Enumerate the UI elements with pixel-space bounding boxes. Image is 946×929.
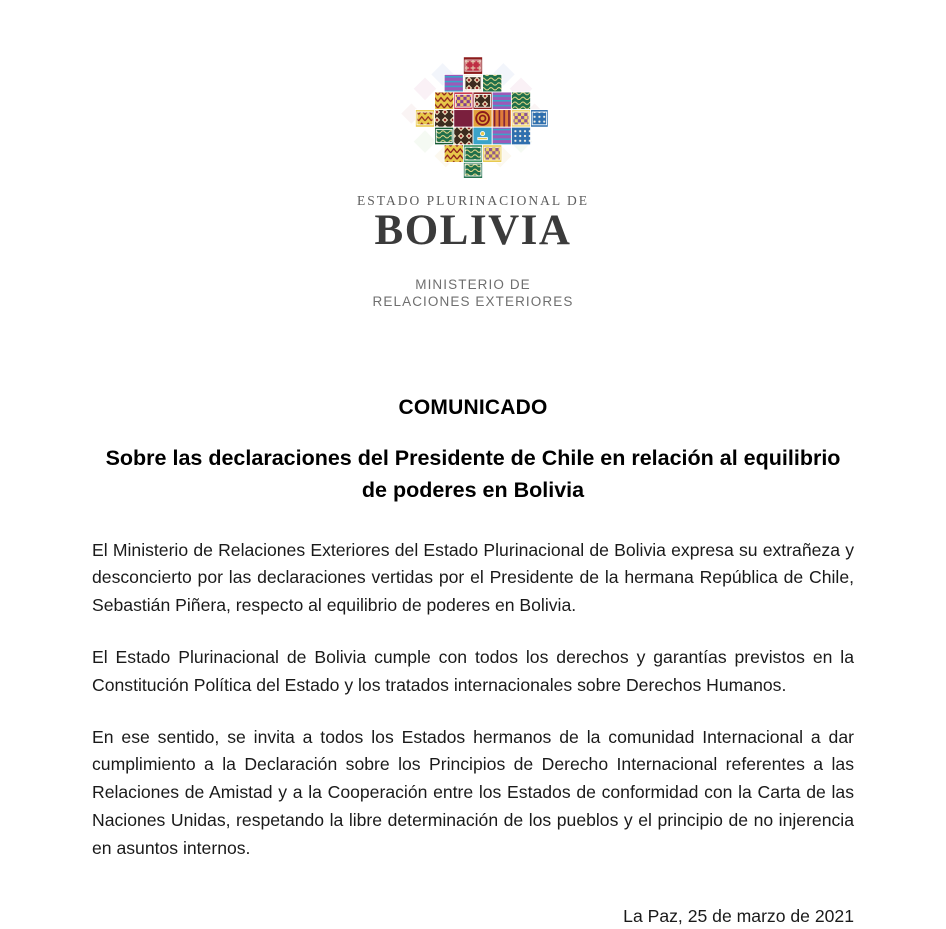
letterhead [0,0,946,310]
body-paragraph-3: En ese sentido, se invita a todos los Estados hermanos de la comunidad Internacional a dar cumplimiento a la Declaración sobre los Principios de Derecho Internacional referentes a las Relaciones de Amistad y a la Cooperación entre los Estados de conformidad con la Carta de las Naciones Unidas, respetando la libre determinación de los pueblos y el principio de no injerencia en asuntos internos. [92,726,854,858]
ministry-line-1: MINISTERIO DE [415,276,531,292]
document-body [92,507,854,863]
dateline: La Paz, 25 de marzo de 2021 [623,905,854,926]
ministry-name [373,276,574,311]
bolivia-wordmark [357,194,589,252]
ministry-line-2: RELACIONES EXTERIORES [372,293,574,309]
wordmark-superline: ESTADO PLURINACIONAL DE [357,193,589,208]
document-type-heading: COMUNICADO [398,396,548,420]
bolivia-chakana-emblem-icon [393,52,553,180]
body-paragraph-2: El Estado Plurinacional de Bolivia cumple con todos los derechos y garantías previstos en la Constitución Política del Estado y los tratados internacionales sobre Derechos Humanos. [92,646,854,695]
page-title: Sobre las declaraciones del Presidente de Chile en relación al equilibrio de poderes en Bolivia [105,446,841,503]
body-paragraph-1: El Ministerio de Relaciones Exteriores del Estado Plurinacional de Bolivia expresa su extrañeza y desconcierto por las declaraciones vertidas por el Presidente de la hermana República de Chile, Sebastián Piñera, respecto al equilibrio de poderes en Bolivia. [92,539,854,616]
wordmark-bolivia: BOLIVIA [374,206,572,254]
